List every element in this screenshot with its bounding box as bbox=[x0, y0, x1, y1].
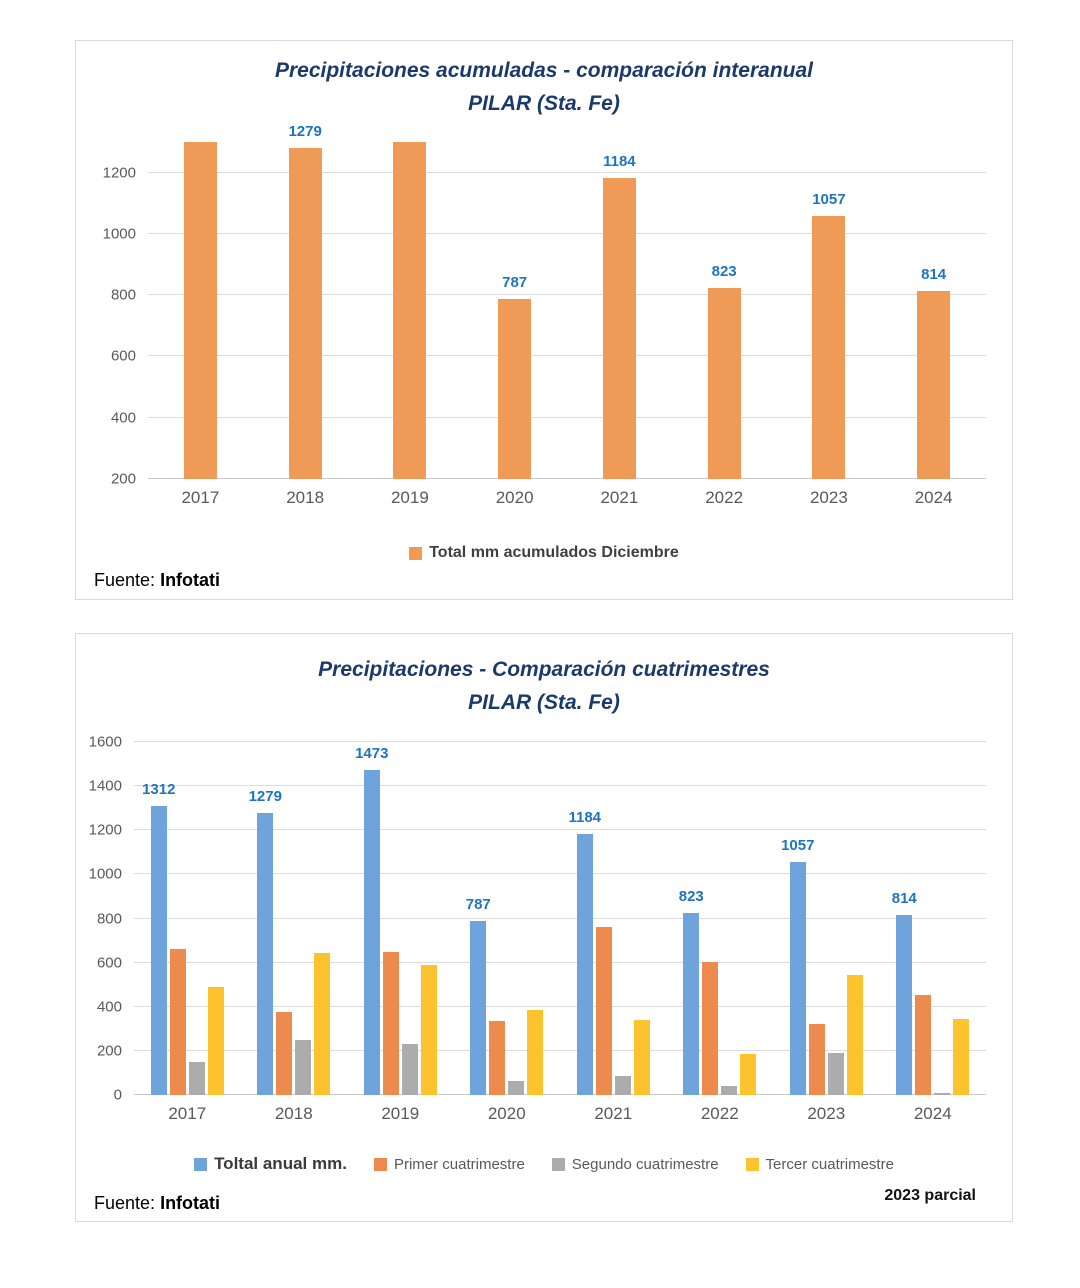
source-value: Infotati bbox=[160, 570, 221, 590]
bar bbox=[295, 1040, 311, 1095]
bar bbox=[383, 952, 399, 1095]
bar-value-label: 787 bbox=[502, 274, 528, 292]
bar bbox=[402, 1044, 418, 1095]
chart-title-line1: Precipitaciones - Comparación cuatrimestres bbox=[318, 658, 770, 681]
chart-title-line2: PILAR (Sta. Fe) bbox=[468, 91, 620, 115]
bar-value-label: 1279 bbox=[288, 123, 322, 141]
y-axis-tick-label: 600 bbox=[110, 347, 136, 365]
bar-value-label: 823 bbox=[711, 263, 737, 281]
x-axis-label: 2021 bbox=[594, 1104, 633, 1123]
bar-cluster bbox=[253, 123, 358, 507]
partial-year-note: 2023 parcial bbox=[884, 1187, 976, 1204]
bar bbox=[421, 965, 437, 1095]
bar bbox=[208, 987, 224, 1095]
bar-cluster bbox=[462, 142, 567, 507]
chart-title bbox=[76, 654, 1012, 719]
legend-label: Total mm acumulados Diciembre bbox=[429, 544, 679, 561]
bar-cluster bbox=[880, 742, 987, 1123]
y-axis-tick-label: 1000 bbox=[102, 225, 136, 243]
chart-title-line2: PILAR (Sta. Fe) bbox=[468, 690, 620, 714]
bar bbox=[740, 1054, 756, 1095]
bar bbox=[393, 142, 426, 479]
x-axis-label: 2018 bbox=[274, 1104, 313, 1123]
bar bbox=[498, 299, 531, 479]
bar bbox=[170, 949, 186, 1095]
bar bbox=[314, 953, 330, 1095]
bar-value-label: 1279 bbox=[248, 787, 282, 805]
y-axis-tick-label: 800 bbox=[96, 910, 122, 927]
bar-value-label: 1057 bbox=[781, 836, 815, 854]
bar bbox=[702, 962, 718, 1095]
bar bbox=[828, 1053, 844, 1095]
bar bbox=[289, 148, 322, 479]
bar-cluster bbox=[454, 742, 561, 1123]
y-axis-tick-label: 600 bbox=[96, 954, 122, 972]
bar bbox=[527, 1010, 543, 1095]
x-axis-label: 2022 bbox=[700, 1104, 739, 1123]
legend-item bbox=[746, 1156, 894, 1173]
bar-cluster bbox=[241, 742, 348, 1123]
bar bbox=[257, 813, 273, 1095]
bar bbox=[634, 1020, 650, 1095]
quarterly-precipitation-chart-panel bbox=[75, 633, 1013, 1222]
legend-label: Segundo cuatrimestre bbox=[571, 1155, 719, 1173]
bar bbox=[508, 1081, 524, 1095]
bar-value-label: 823 bbox=[678, 888, 704, 906]
bar-cluster bbox=[667, 742, 774, 1123]
legend-item bbox=[194, 1154, 347, 1174]
y-axis-tick-label: 800 bbox=[110, 286, 136, 304]
bar bbox=[896, 915, 912, 1095]
legend-label: Toltal anual mm. bbox=[214, 1154, 347, 1173]
x-axis-label: 2020 bbox=[487, 1104, 526, 1123]
bar bbox=[470, 921, 486, 1095]
y-axis-tick-label: 200 bbox=[96, 1042, 122, 1060]
bar-value-label: 1312 bbox=[142, 780, 176, 798]
bar-value-label: 814 bbox=[921, 265, 947, 283]
y-axis-tick-label: 1600 bbox=[88, 733, 122, 751]
x-axis-label: 2023 bbox=[807, 1104, 846, 1123]
bar-cluster bbox=[134, 742, 241, 1123]
bar bbox=[364, 770, 380, 1095]
bar-value-label: 1184 bbox=[603, 152, 636, 170]
bar bbox=[934, 1093, 950, 1095]
bar bbox=[615, 1076, 631, 1095]
plot-area bbox=[102, 123, 986, 507]
chart-title bbox=[76, 55, 1012, 120]
legend-label: Primer cuatrimestre bbox=[393, 1155, 525, 1173]
x-axis-label: 2024 bbox=[913, 1104, 952, 1123]
x-axis-label: 2017 bbox=[168, 1104, 207, 1123]
legend-swatch bbox=[552, 1158, 565, 1171]
x-axis-label: 2019 bbox=[390, 488, 429, 507]
chart-legend bbox=[76, 544, 1012, 562]
bar bbox=[847, 975, 863, 1095]
bar bbox=[151, 806, 167, 1095]
x-axis-label: 2017 bbox=[181, 488, 220, 507]
y-axis-tick-label: 1400 bbox=[88, 777, 122, 795]
source-value: Infotati bbox=[160, 1193, 221, 1213]
legend-item bbox=[374, 1156, 525, 1173]
bar-cluster bbox=[881, 142, 986, 507]
bar-cluster bbox=[773, 742, 880, 1123]
bar bbox=[917, 291, 950, 479]
bar-cluster bbox=[672, 142, 777, 507]
x-axis-label: 2020 bbox=[495, 488, 534, 507]
y-axis-tick-label: 1000 bbox=[88, 865, 122, 883]
plot-area bbox=[88, 733, 986, 1123]
bar-cluster bbox=[358, 142, 463, 507]
y-axis-tick-label: 200 bbox=[110, 470, 136, 488]
bar-value-label: 1473 bbox=[355, 745, 389, 763]
bar bbox=[809, 1024, 825, 1095]
chart-title-line1: Precipitaciones acumuladas - comparación interanual bbox=[274, 59, 813, 82]
bar bbox=[790, 862, 806, 1095]
legend-label: Tercer cuatrimestre bbox=[765, 1155, 894, 1173]
bar bbox=[489, 1021, 505, 1095]
source-label: Fuente: bbox=[94, 570, 156, 590]
annual-precipitation-chart-panel bbox=[75, 40, 1013, 600]
bar bbox=[596, 927, 612, 1095]
source-label: Fuente: bbox=[94, 1193, 156, 1213]
legend-swatch bbox=[194, 1158, 207, 1171]
bar bbox=[915, 995, 931, 1095]
bar bbox=[577, 834, 593, 1095]
bar bbox=[184, 142, 217, 479]
bar bbox=[721, 1086, 737, 1095]
bar bbox=[708, 288, 741, 479]
legend-swatch bbox=[409, 547, 422, 560]
y-axis-tick-label: 0 bbox=[113, 1086, 122, 1104]
x-axis-label: 2021 bbox=[600, 488, 639, 507]
x-axis-label: 2019 bbox=[381, 1104, 420, 1123]
x-axis-label: 2018 bbox=[286, 488, 325, 507]
bar-value-label: 814 bbox=[891, 890, 917, 908]
x-axis-label: 2024 bbox=[914, 488, 953, 507]
bar-value-label: 787 bbox=[465, 896, 491, 914]
bar bbox=[812, 216, 845, 479]
bar-value-label: 1184 bbox=[568, 808, 602, 826]
bar bbox=[603, 178, 636, 479]
bar-cluster bbox=[148, 142, 253, 507]
y-axis-tick-label: 1200 bbox=[102, 164, 136, 182]
bar-value-label: 1057 bbox=[812, 191, 846, 209]
y-axis-tick-label: 1200 bbox=[88, 821, 122, 839]
source-note bbox=[94, 1193, 220, 1214]
bar-cluster bbox=[777, 142, 882, 507]
bar-cluster bbox=[560, 742, 667, 1123]
bar-cluster bbox=[347, 742, 454, 1123]
legend-swatch bbox=[374, 1158, 387, 1171]
bar bbox=[683, 913, 699, 1095]
y-axis-tick-label: 400 bbox=[110, 409, 136, 427]
legend-swatch bbox=[746, 1158, 759, 1171]
bar bbox=[189, 1062, 205, 1095]
source-note bbox=[94, 570, 220, 591]
legend-item bbox=[552, 1156, 719, 1173]
legend-item bbox=[409, 544, 679, 562]
bar bbox=[276, 1012, 292, 1095]
y-axis-tick-label: 400 bbox=[96, 998, 122, 1016]
chart-legend bbox=[76, 1154, 1012, 1174]
bar bbox=[953, 1019, 969, 1095]
x-axis-label: 2022 bbox=[705, 488, 744, 507]
x-axis-label: 2023 bbox=[809, 488, 848, 507]
bar-cluster bbox=[567, 142, 672, 507]
